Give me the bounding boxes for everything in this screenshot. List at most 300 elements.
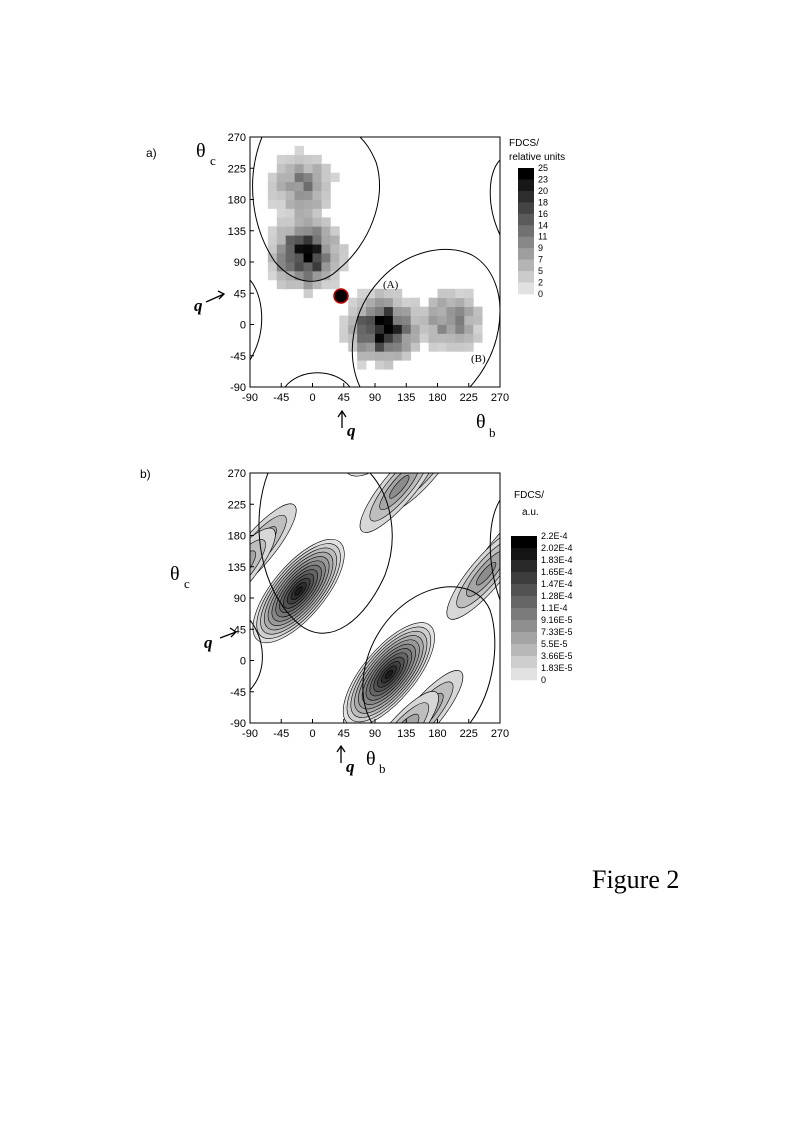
heatmap-cell: [277, 262, 286, 271]
colorbar-swatch: [511, 536, 537, 548]
colorbar-label: 9.16E-5: [541, 615, 573, 625]
heatmap-cell: [295, 262, 304, 271]
heatmap-cell: [357, 316, 366, 325]
contour-wrap-1-0: [578, 609, 700, 740]
contour-wrap-2-3: [0, 536, 19, 563]
panel-b-y-axis-symbol: θ: [170, 563, 180, 585]
y-tick-label: 270: [227, 132, 246, 144]
heatmap-cell: [411, 298, 420, 307]
y-tick-label: 0: [239, 319, 246, 332]
contour-wrap-1-3: [93, 625, 185, 724]
colorbar-swatch: [511, 572, 537, 584]
heatmap-cell: [286, 226, 295, 235]
heatmap-cell: [411, 307, 420, 316]
heatmap-cell: [330, 173, 339, 182]
contour-wrap-4-0: [687, 519, 786, 628]
panel-a-label-b: (B): [471, 353, 486, 365]
heatmap-cell: [464, 298, 473, 307]
panel-a-y-axis-subscript: c: [210, 153, 216, 168]
heatmap-cell: [384, 351, 393, 360]
colorbar-label: 1.47E-4: [541, 579, 573, 589]
contour-wrap-1-3: [593, 625, 685, 724]
y-tick-label: 0: [239, 655, 246, 668]
heatmap-cell: [393, 342, 402, 351]
colorbar-label: 7: [538, 254, 544, 265]
heatmap-cell: [438, 342, 447, 351]
colorbar-label: 1.65E-4: [541, 567, 573, 577]
colorbar-swatch: [511, 548, 537, 560]
heatmap-cell: [304, 191, 313, 200]
heatmap-cell: [286, 182, 295, 191]
heatmap-cell: [384, 342, 393, 351]
colorbar-swatch: [511, 632, 537, 644]
heatmap-cell: [313, 200, 322, 209]
contour-wrap-1-5: [353, 886, 424, 963]
heatmap-cell: [268, 226, 277, 235]
colorbar-label: 23: [538, 174, 549, 185]
x-tick-label: -90: [242, 728, 258, 740]
heatmap-cell: [393, 316, 402, 325]
heatmap-cell: [286, 262, 295, 271]
colorbar-label: 3.66E-5: [541, 651, 573, 661]
contour-wrap-5-3: [637, 473, 662, 500]
heatmap-cell: [429, 342, 438, 351]
heatmap-cell: [464, 289, 473, 298]
contour-wrap-1-1: [333, 864, 445, 985]
panel-a-x-axis-symbol: θ: [476, 411, 486, 433]
heatmap-cell: [321, 262, 330, 271]
heatmap-cell: [313, 217, 322, 226]
contour-wrap-0-4: [8, 547, 89, 635]
heatmap-cell: [375, 351, 384, 360]
heatmap-cell: [313, 235, 322, 244]
contour-wrap-0-7: [273, 814, 324, 869]
heatmap-cell: [357, 360, 366, 369]
contour-wrap-1-10: [629, 663, 649, 685]
heatmap-cell: [402, 298, 411, 307]
heatmap-cell: [446, 342, 455, 351]
heatmap-cell: [357, 351, 366, 360]
heatmap-cell: [438, 289, 447, 298]
heatmap-cell: [366, 307, 375, 316]
colorbar-swatch: [518, 202, 534, 214]
y-tick-label: 180: [227, 530, 246, 543]
colorbar-swatch: [518, 214, 534, 226]
heatmap-cell: [339, 244, 348, 253]
heatmap-cell: [446, 289, 455, 298]
heatmap-cell: [286, 217, 295, 226]
colorbar-swatch: [511, 644, 537, 656]
colorbar-label: 9: [538, 243, 544, 254]
heatmap-cell: [304, 208, 313, 217]
colorbar-label: 0: [538, 289, 544, 299]
contour-wrap-1-5: [603, 636, 674, 713]
heatmap-cell: [277, 182, 286, 191]
contour-wrap-1-5: [103, 636, 174, 713]
contour-wrap-1-9: [624, 658, 655, 691]
contour-wrap-1-11: [384, 919, 394, 930]
panel-b-x-axis-subscript: b: [379, 761, 386, 776]
contour-wrap-3-3: [161, 702, 186, 729]
heatmap-cell: [357, 342, 366, 351]
heatmap-cell: [455, 325, 464, 334]
heatmap-cell: [420, 316, 429, 325]
heatmap-cell: [277, 253, 286, 262]
heatmap-cell: [464, 333, 473, 342]
contour-wrap-0-9: [33, 575, 64, 608]
x-tick-label: -45: [273, 392, 290, 404]
x-tick-label: 270: [490, 392, 510, 404]
x-tick-label: 45: [337, 392, 350, 404]
heatmap-cell: [402, 307, 411, 316]
heatmap-cell: [304, 226, 313, 235]
heatmap-cell: [313, 244, 322, 253]
heatmap-cell: [321, 191, 330, 200]
contour-wrap-3-2: [649, 689, 699, 744]
heatmap-cell: [375, 298, 384, 307]
heatmap-cell: [384, 298, 393, 307]
heatmap-cell: [295, 146, 304, 155]
heatmap-cell: [473, 333, 482, 342]
x-tick-label: 135: [397, 728, 416, 740]
contour-wrap-3-3: [411, 952, 436, 979]
contour-wrap-1-11: [134, 669, 144, 680]
heatmap-cell: [366, 325, 375, 334]
panel-a-letter: a): [146, 146, 157, 160]
heatmap-cell: [330, 226, 339, 235]
colorbar-swatch: [518, 260, 534, 272]
contour-wrap-4-1: [449, 783, 523, 865]
heatmap-cell: [321, 235, 330, 244]
heatmap-cell: [286, 164, 295, 173]
contour-wrap-1-11: [384, 419, 394, 430]
heatmap-cell: [384, 325, 393, 334]
contour-wrap-0-0: [0, 525, 110, 656]
heatmap-cell: [455, 333, 464, 342]
heatmap-cell: [304, 155, 313, 164]
heatmap-cell: [304, 235, 313, 244]
heatmap-cell: [295, 208, 304, 217]
contour-wrap-0-5: [13, 553, 84, 630]
contour-wrap-1-4: [348, 881, 429, 969]
heatmap-cell: [429, 316, 438, 325]
heatmap-cell: [277, 217, 286, 226]
heatmap-cell: [446, 307, 455, 316]
heatmap-cell: [464, 316, 473, 325]
heatmap-cell: [411, 342, 420, 351]
contour-wrap-4-1: [699, 533, 773, 615]
contour-wrap-1-4: [598, 631, 679, 719]
contour-wrap-3-0: [374, 911, 473, 1020]
colorbar-swatch: [511, 656, 537, 668]
heatmap-cell: [304, 217, 313, 226]
colorbar-label: 25: [538, 163, 549, 173]
panel-a-label-a: (A): [383, 279, 399, 291]
colorbar-swatch: [518, 168, 534, 180]
heatmap-cell: [304, 253, 313, 262]
heatmap-cell: [402, 342, 411, 351]
contour-wrap-0-6: [268, 808, 329, 874]
heatmap-cell: [357, 333, 366, 342]
heatmap-cell: [438, 307, 447, 316]
contour-wrap-0-11: [294, 836, 304, 847]
contour-wrap-1-3: [343, 875, 435, 974]
heatmap-cell: [455, 307, 464, 316]
heatmap-cell: [446, 325, 455, 334]
panel-b-legend-title-1: FDCS/: [514, 490, 544, 501]
panel-b-x-axis-symbol: θ: [366, 748, 376, 770]
contour-wrap-1-9: [124, 658, 155, 691]
contour-wrap-2-2: [0, 522, 32, 577]
contour-wrap-1-2: [88, 620, 190, 730]
heatmap-cell: [277, 155, 286, 164]
colorbar-label: 1.1E-4: [541, 603, 568, 613]
heatmap-cell: [455, 298, 464, 307]
heatmap-cell: [313, 182, 322, 191]
contour-wrap-0-4: [258, 797, 339, 885]
heatmap-cell: [357, 325, 366, 334]
heatmap-cell: [402, 333, 411, 342]
contour-wrap-0-5: [263, 803, 334, 880]
colorbar-swatch: [511, 608, 537, 620]
y-tick-label: 270: [227, 468, 246, 480]
panel-a-x-axis-subscript: b: [489, 425, 496, 440]
heatmap-cell: [393, 333, 402, 342]
x-tick-label: 90: [368, 392, 382, 404]
x-tick-label: 45: [337, 728, 350, 740]
colorbar-label: 1.83E-4: [541, 555, 573, 565]
y-tick-label: 90: [233, 593, 246, 605]
colorbar-label: 16: [538, 208, 549, 219]
y-tick-label: -90: [230, 382, 246, 394]
contour-wrap-0-1: [0, 531, 105, 652]
heatmap-cell: [393, 351, 402, 360]
heatmap-cell: [330, 244, 339, 253]
heatmap-cell: [286, 173, 295, 182]
panel-a-plot: [250, 137, 500, 387]
contour-wrap-3-1: [136, 675, 210, 757]
heatmap-cell: [286, 208, 295, 217]
heatmap-cell: [313, 226, 322, 235]
y-tick-label: 135: [227, 561, 246, 574]
heatmap-cell: [375, 333, 384, 342]
contour-wrap-1-4: [98, 631, 179, 719]
heatmap-cell: [295, 226, 304, 235]
contour-wrap-2-0: [207, 745, 306, 854]
contour-wrap-1-7: [613, 647, 664, 702]
contour-wrap-0-8: [278, 819, 319, 863]
colorbar-swatch: [518, 248, 534, 260]
panel-b-q-left-label: q: [204, 633, 213, 652]
heatmap-cell: [304, 244, 313, 253]
heatmap-cell: [268, 200, 277, 209]
heatmap-cell: [277, 173, 286, 182]
contour-wrap-0-10: [38, 580, 58, 602]
heatmap-cell: [438, 298, 447, 307]
contour-wrap-3-1: [386, 925, 460, 1007]
heatmap-cell: [321, 173, 330, 182]
heatmap-cell: [304, 271, 313, 280]
panel-a-q-left-label: q: [194, 296, 203, 315]
heatmap-cell: [438, 333, 447, 342]
colorbar-swatch: [511, 620, 537, 632]
heatmap-cell: [295, 200, 304, 209]
heatmap-cell: [384, 316, 393, 325]
heatmap-cell: [455, 342, 464, 351]
heatmap-cell: [438, 316, 447, 325]
heatmap-cell: [446, 298, 455, 307]
heatmap-cell: [277, 208, 286, 217]
heatmap-cell: [402, 351, 411, 360]
contour-wrap-3-2: [149, 689, 199, 744]
contour-wrap-1-7: [113, 647, 164, 702]
colorbar-label: 5.5E-5: [541, 639, 568, 649]
contour-wrap-3-3: [661, 702, 686, 729]
heatmap-cell: [348, 298, 357, 307]
colorbar-swatch: [511, 584, 537, 596]
heatmap-cell: [330, 280, 339, 289]
heatmap-cell: [366, 333, 375, 342]
contour-wrap-1-9: [374, 908, 405, 941]
heatmap-cell: [313, 253, 322, 262]
contour-wrap-0-0: [238, 775, 360, 906]
contour-wrap-1-6: [608, 642, 669, 708]
colorbar-swatch: [518, 179, 534, 191]
contour-wrap-0-7: [23, 564, 74, 619]
contour-wrap-0-3: [253, 792, 345, 891]
y-tick-label: 225: [227, 163, 246, 176]
heatmap-cell: [339, 325, 348, 334]
contour-wrap-1-4: [348, 381, 429, 469]
y-tick-label: 225: [227, 499, 246, 512]
heatmap-cell: [429, 307, 438, 316]
heatmap-cell: [429, 325, 438, 334]
x-tick-label: 180: [428, 728, 447, 740]
heatmap-cell: [339, 262, 348, 271]
y-tick-label: 45: [233, 288, 246, 301]
x-tick-label: 135: [397, 392, 416, 404]
heatmap-cell: [473, 325, 482, 334]
contour-wrap-1-0: [78, 609, 200, 740]
panel-b-q-bottom-label: q: [346, 757, 355, 776]
contour-wrap-1-8: [619, 652, 660, 696]
heatmap-cell: [313, 191, 322, 200]
heatmap-cell: [286, 155, 295, 164]
y-tick-label: 45: [233, 624, 246, 637]
contour-wrap-1-8: [369, 902, 410, 946]
heatmap-cell: [393, 325, 402, 334]
contour-wrap-0-2: [0, 536, 99, 646]
contour-wrap-4-2: [711, 546, 761, 601]
contour-wrap-0-10: [288, 830, 308, 852]
panel-a-q-bottom-label: q: [347, 421, 356, 440]
contour-wrap-0-11: [44, 586, 54, 597]
contour-wrap-1-8: [369, 402, 410, 446]
heatmap-cell: [286, 253, 295, 262]
heatmap-cell: [366, 316, 375, 325]
panel-a-y-axis-symbol: θ: [196, 140, 206, 162]
heatmap-cell: [277, 280, 286, 289]
contour-wrap-1-2: [338, 870, 440, 980]
heatmap-cell: [384, 333, 393, 342]
heatmap-cell: [384, 360, 393, 369]
heatmap-cell: [277, 226, 286, 235]
heatmap-cell: [446, 333, 455, 342]
heatmap-cell: [313, 164, 322, 173]
contour-wrap-4-2: [461, 796, 511, 851]
contour-wrap-1-7: [363, 397, 414, 452]
contour-wrap-4-0: [437, 769, 536, 878]
contour-wrap-1-11: [634, 669, 644, 680]
heatmap-cell: [268, 182, 277, 191]
heatmap-cell: [268, 173, 277, 182]
colorbar-label: 18: [538, 197, 549, 208]
colorbar-swatch: [511, 560, 537, 572]
colorbar-label: 1.28E-4: [541, 591, 573, 601]
contour-wrap-0-9: [283, 825, 314, 858]
heatmap-cell: [330, 235, 339, 244]
colorbar-label: 7.33E-5: [541, 627, 573, 637]
contour-wrap-1-1: [583, 614, 695, 735]
heatmap-cell: [321, 280, 330, 289]
x-tick-label: 0: [309, 728, 316, 740]
heatmap-cell: [304, 164, 313, 173]
heatmap-cell: [295, 271, 304, 280]
colorbar-label: 0: [541, 675, 547, 685]
heatmap-cell: [286, 191, 295, 200]
contour-wrap-3-0: [624, 661, 723, 770]
x-tick-label: 90: [368, 728, 382, 740]
heatmap-cell: [330, 253, 339, 262]
heatmap-cell: [304, 262, 313, 271]
heatmap-cell: [295, 155, 304, 164]
panel-b-colorbar: [511, 531, 573, 685]
heatmap-cell: [295, 164, 304, 173]
contour-wrap-3-0: [124, 661, 223, 770]
heatmap-cell: [420, 325, 429, 334]
heatmap-cell: [348, 325, 357, 334]
heatmap-cell: [429, 298, 438, 307]
panel-a-q-left-arrow: [206, 291, 224, 302]
heatmap-cell: [313, 208, 322, 217]
panel-b-y-axis-subscript: c: [184, 576, 190, 591]
heatmap-cell: [357, 298, 366, 307]
contour-wrap-0-1: [243, 781, 355, 902]
contour-wrap-1-6: [358, 892, 419, 958]
contour-wrap-2-3: [245, 786, 270, 813]
heatmap-cell: [366, 298, 375, 307]
colorbar-label: 1.83E-5: [541, 663, 573, 673]
y-tick-label: 180: [227, 194, 246, 207]
contour-wrap-0-6: [18, 558, 79, 624]
x-tick-label: -45: [273, 728, 290, 740]
heatmap-cell: [411, 316, 420, 325]
contour-wrap-1-9: [374, 408, 405, 441]
contour-wrap-2-1: [220, 758, 294, 840]
colorbar-swatch: [518, 283, 534, 295]
panel-a-colorbar: [518, 163, 548, 299]
heatmap-cell: [295, 235, 304, 244]
heatmap-cell: [420, 333, 429, 342]
x-tick-label: 0: [309, 392, 316, 404]
heatmap-cell: [277, 164, 286, 173]
figure-caption: Figure 2: [592, 865, 680, 894]
heatmap-cell: [375, 325, 384, 334]
heatmap-cell: [384, 307, 393, 316]
heatmap-cell: [277, 271, 286, 280]
heatmap-cell: [339, 333, 348, 342]
colorbar-label: 14: [538, 220, 549, 231]
